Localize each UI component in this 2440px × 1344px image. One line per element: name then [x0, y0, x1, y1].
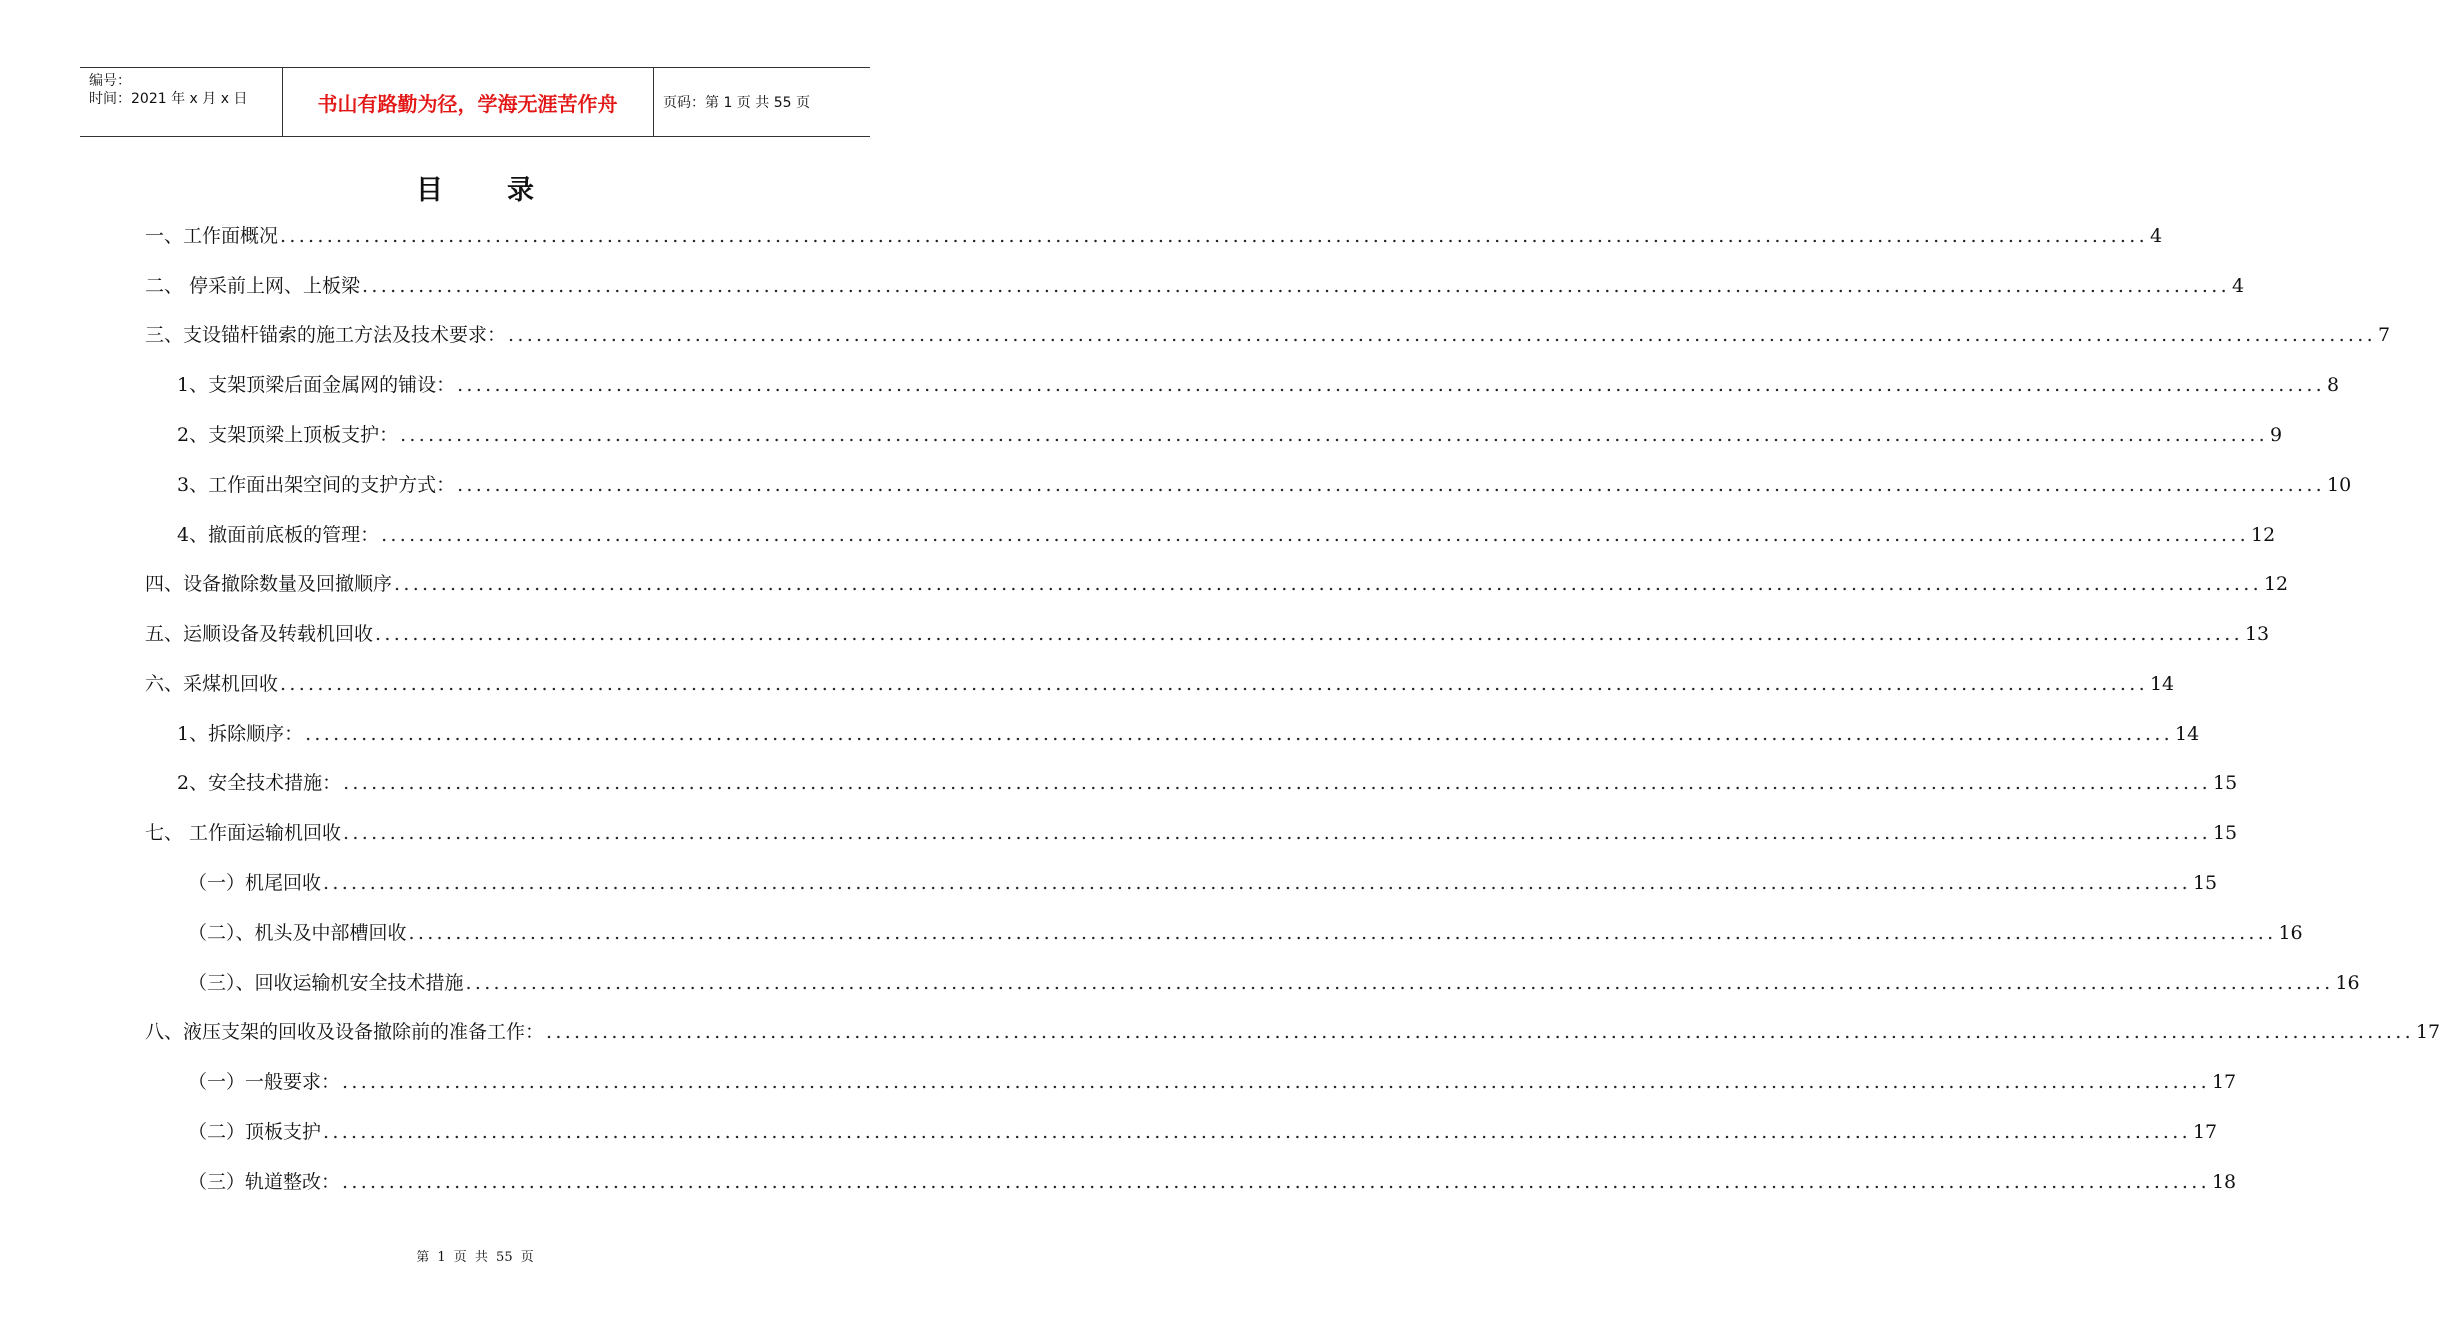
toc-entry[interactable] — [188, 918, 2303, 948]
toc-leader-dots: ........................................................................................................................................................................................................ — [343, 772, 2212, 794]
toc-leader-dots: ........................................................................................................................................................................................................ — [375, 623, 2243, 645]
toc-entry-label: （二）、机头及中部槽回收 — [188, 922, 407, 944]
toc-entry[interactable] — [177, 470, 2352, 500]
toc-entry-label: 七、 工作面运输机回收 — [145, 822, 342, 844]
toc-entry-page: 4 — [2149, 225, 2163, 247]
toc-entry-page: 17 — [2415, 1021, 2440, 1043]
toc-entry-page: 17 — [2211, 1071, 2237, 1093]
header-page-info: 页码：第 1 页 共 55 页 — [663, 95, 810, 111]
toc-entry[interactable] — [145, 1017, 2440, 1047]
toc-entry[interactable] — [177, 420, 2283, 450]
toc-entry[interactable] — [188, 968, 2360, 998]
toc-entry[interactable] — [145, 320, 2391, 350]
toc-leader-dots: ........................................................................................................................................................................................................ — [323, 1121, 2191, 1143]
toc-entry-page: 8 — [2327, 374, 2340, 396]
toc-entry-label: 八、液压支架的回收及设备撤除前的准备工作： — [145, 1021, 545, 1043]
toc-entry-page: 4 — [2231, 275, 2245, 297]
toc-entry-page: 15 — [2213, 772, 2238, 794]
toc-entry-label: 2、安全技术措施： — [177, 772, 342, 794]
toc-entry-page: 16 — [2278, 922, 2303, 944]
toc-leader-dots: ........................................................................................................................................................................................................ — [546, 1021, 2414, 1043]
toc-entry-label: （一）机尾回收 — [188, 872, 322, 894]
toc-leader-dots: ........................................................................................................................................................................................................ — [508, 324, 2376, 346]
page-header — [80, 67, 870, 137]
page-title: 目录 — [416, 175, 598, 206]
toc-entry[interactable] — [145, 271, 2245, 301]
toc-leader-dots: ........................................................................................................................................................................................................ — [400, 424, 2269, 446]
toc-leader-dots: ........................................................................................................................................................................................................ — [280, 225, 2148, 247]
toc-entry[interactable] — [177, 768, 2238, 798]
toc-entry[interactable] — [177, 370, 2340, 400]
toc-leader-dots: ........................................................................................................................................................................................................ — [342, 1071, 2210, 1093]
toc-entry-page: 17 — [2192, 1121, 2218, 1143]
toc-entry[interactable] — [145, 221, 2163, 251]
toc-entry-label: 3、工作面出架空间的支护方式： — [177, 474, 456, 496]
document-date-label: 时间：2021 年 x 月 x 日 — [89, 91, 248, 107]
toc-entry-page: 10 — [2327, 474, 2352, 496]
toc-leader-dots: ........................................................................................................................................................................................................ — [465, 972, 2334, 994]
toc-entry[interactable] — [145, 569, 2289, 599]
toc-entry-page: 12 — [2263, 573, 2289, 595]
toc-leader-dots: ........................................................................................................................................................................................................ — [362, 275, 2230, 297]
toc-leader-dots: ........................................................................................................................................................................................................ — [343, 822, 2211, 844]
toc-entry-page: 7 — [2377, 324, 2391, 346]
toc-entry-page: 12 — [2251, 524, 2276, 546]
toc-entry[interactable] — [188, 868, 2218, 898]
document-number-label: 编号： — [89, 73, 131, 89]
toc-entry-label: 三、支设锚杆锚索的施工方法及技术要求： — [145, 324, 507, 346]
page-footer: 第 1 页 共 55 页 — [416, 1250, 534, 1265]
toc-entry-page: 13 — [2244, 623, 2270, 645]
toc-entry-page: 14 — [2149, 673, 2175, 695]
toc-entry[interactable] — [145, 669, 2175, 699]
header-meta-cell — [80, 68, 283, 136]
toc-entry[interactable] — [177, 520, 2276, 550]
toc-leader-dots: ........................................................................................................................................................................................................ — [342, 1171, 2210, 1193]
toc-leader-dots: ........................................................................................................................................................................................................ — [457, 374, 2326, 396]
toc-leader-dots: ........................................................................................................................................................................................................ — [408, 922, 2277, 944]
toc-entry-label: （一）一般要求： — [188, 1071, 341, 1093]
toc-entry[interactable] — [145, 619, 2270, 649]
toc-entry-label: 一、工作面概况 — [145, 225, 279, 247]
toc-entry-label: 五、运顺设备及转载机回收 — [145, 623, 374, 645]
toc-entry-label: 四、设备撤除数量及回撤顺序 — [145, 573, 393, 595]
toc-entry[interactable] — [188, 1117, 2218, 1147]
toc-entry-page: 16 — [2335, 972, 2360, 994]
toc-entry-page: 9 — [2270, 424, 2283, 446]
toc-entry-page: 15 — [2212, 822, 2238, 844]
toc-entry-page: 18 — [2211, 1171, 2237, 1193]
toc-entry[interactable] — [188, 1167, 2237, 1197]
header-motto: 书山有路勤为径，学海无涯苦作舟 — [282, 68, 654, 136]
toc-entry-label: （二）顶板支护 — [188, 1121, 322, 1143]
toc-entry-label: 六、采煤机回收 — [145, 673, 279, 695]
toc-entry-page: 15 — [2192, 872, 2218, 894]
toc-entry-label: 4、撤面前底板的管理： — [177, 524, 380, 546]
toc-entry-label: 二、 停采前上网、上板梁 — [145, 275, 361, 297]
toc-entry[interactable] — [145, 818, 2238, 848]
toc-entry-label: （三）、回收运输机安全技术措施 — [188, 972, 464, 994]
toc-entry-label: 1、拆除顺序： — [177, 723, 304, 745]
toc-entry-label: 1、支架顶梁后面金属网的铺设： — [177, 374, 456, 396]
toc-leader-dots: ........................................................................................................................................................................................................ — [305, 723, 2174, 745]
toc-entry[interactable] — [177, 719, 2200, 749]
toc-entry-label: （三）轨道整改： — [188, 1171, 341, 1193]
toc-leader-dots: ........................................................................................................................................................................................................ — [394, 573, 2262, 595]
toc-leader-dots: ........................................................................................................................................................................................................ — [280, 673, 2148, 695]
toc-leader-dots: ........................................................................................................................................................................................................ — [323, 872, 2191, 894]
toc-entry-label: 2、支架顶梁上顶板支护： — [177, 424, 399, 446]
toc-leader-dots: ........................................................................................................................................................................................................ — [457, 474, 2326, 496]
toc-entry[interactable] — [188, 1067, 2237, 1097]
toc-entry-page: 14 — [2175, 723, 2200, 745]
toc-leader-dots: ........................................................................................................................................................................................................ — [381, 524, 2250, 546]
